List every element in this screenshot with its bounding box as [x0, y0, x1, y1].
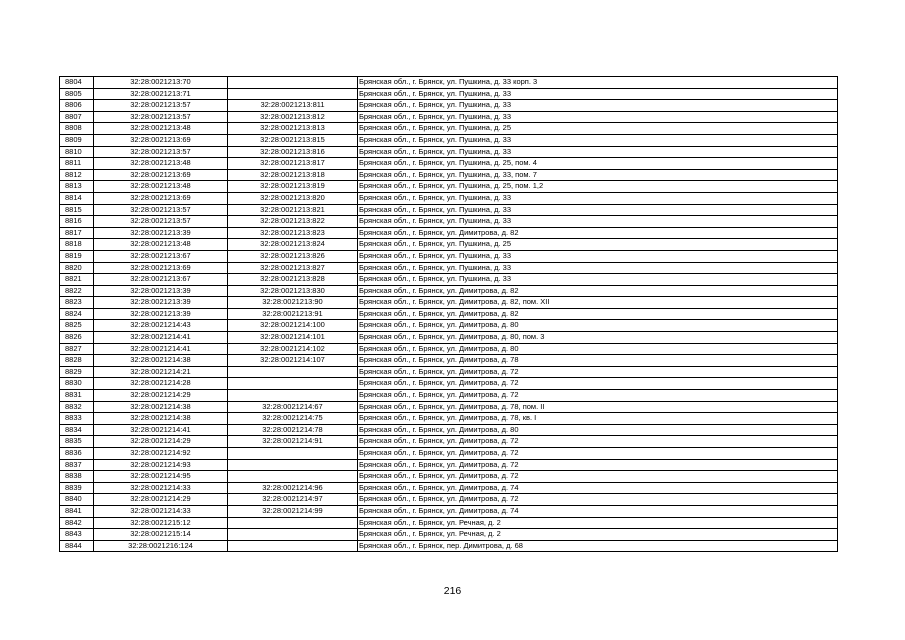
- address-cell: Брянская обл., г. Брянск, ул. Димитрова, д. 72: [358, 471, 838, 483]
- address-cell: Брянская обл., г. Брянск, ул. Димитрова, д. 80, пом. 3: [358, 332, 838, 344]
- related-cadastral-number-cell: 32:28:0021214:100: [228, 320, 358, 332]
- table-row: [60, 308, 838, 320]
- row-number-cell: 8821: [60, 274, 94, 286]
- related-cadastral-number-cell: 32:28:0021214:78: [228, 424, 358, 436]
- cadastral-number-cell: 32:28:0021215:14: [94, 529, 228, 541]
- address-cell: Брянская обл., г. Брянск, ул. Димитрова, д. 80: [358, 320, 838, 332]
- row-number-cell: 8823: [60, 297, 94, 309]
- address-cell: Брянская обл., г. Брянск, ул. Пушкина, д. 33 корп. 3: [358, 77, 838, 89]
- cadastral-number-cell: 32:28:0021213:57: [94, 204, 228, 216]
- table-row: [60, 192, 838, 204]
- row-number-cell: 8805: [60, 88, 94, 100]
- address-cell: Брянская обл., г. Брянск, ул. Димитрова, д. 82: [358, 308, 838, 320]
- related-cadastral-number-cell: [228, 517, 358, 529]
- cadastral-number-cell: 32:28:0021213:48: [94, 123, 228, 135]
- address-cell: Брянская обл., г. Брянск, ул. Димитрова, д. 74: [358, 505, 838, 517]
- row-number-cell: 8814: [60, 192, 94, 204]
- related-cadastral-number-cell: 32:28:0021214:96: [228, 482, 358, 494]
- table-row: [60, 343, 838, 355]
- cadastral-number-cell: 32:28:0021213:69: [94, 262, 228, 274]
- table-row: [60, 88, 838, 100]
- table-row: [60, 227, 838, 239]
- table-row: [60, 355, 838, 367]
- table-row: [60, 401, 838, 413]
- cadastral-number-cell: 32:28:0021214:33: [94, 482, 228, 494]
- address-cell: Брянская обл., г. Брянск, ул. Димитрова, д. 72: [358, 436, 838, 448]
- related-cadastral-number-cell: 32:28:0021213:817: [228, 158, 358, 170]
- related-cadastral-number-cell: 32:28:0021213:822: [228, 216, 358, 228]
- address-cell: Брянская обл., г. Брянск, ул. Димитрова, д. 78, пом. II: [358, 401, 838, 413]
- row-number-cell: 8824: [60, 308, 94, 320]
- cadastral-number-cell: 32:28:0021214:92: [94, 448, 228, 460]
- address-cell: Брянская обл., г. Брянск, ул. Пушкина, д. 33: [358, 250, 838, 262]
- row-number-cell: 8828: [60, 355, 94, 367]
- cadastral-number-cell: 32:28:0021213:39: [94, 297, 228, 309]
- cadastral-number-cell: 32:28:0021213:69: [94, 169, 228, 181]
- table-row: [60, 169, 838, 181]
- cadastral-number-cell: 32:28:0021215:12: [94, 517, 228, 529]
- page-number: 216: [443, 585, 462, 597]
- address-cell: Брянская обл., г. Брянск, ул. Пушкина, д. 33: [358, 146, 838, 158]
- table-row: [60, 250, 838, 262]
- address-cell: Брянская обл., г. Брянск, ул. Пушкина, д. 25, пом. 4: [358, 158, 838, 170]
- address-cell: Брянская обл., г. Брянск, ул. Димитрова, д. 82: [358, 227, 838, 239]
- table-row: [60, 505, 838, 517]
- row-number-cell: 8832: [60, 401, 94, 413]
- related-cadastral-number-cell: 32:28:0021213:91: [228, 308, 358, 320]
- register-table-body: [60, 77, 838, 552]
- address-cell: Брянская обл., г. Брянск, ул. Димитрова, д. 72: [358, 459, 838, 471]
- related-cadastral-number-cell: 32:28:0021213:811: [228, 100, 358, 112]
- table-row: [60, 436, 838, 448]
- related-cadastral-number-cell: 32:28:0021213:816: [228, 146, 358, 158]
- address-cell: Брянская обл., г. Брянск, ул. Димитрова, д. 72: [358, 378, 838, 390]
- row-number-cell: 8842: [60, 517, 94, 529]
- cadastral-number-cell: 32:28:0021213:48: [94, 239, 228, 251]
- related-cadastral-number-cell: [228, 77, 358, 89]
- cadastral-number-cell: 32:28:0021216:124: [94, 540, 228, 552]
- row-number-cell: 8831: [60, 390, 94, 402]
- table-row: [60, 424, 838, 436]
- table-row: [60, 494, 838, 506]
- related-cadastral-number-cell: 32:28:0021213:830: [228, 285, 358, 297]
- address-cell: Брянская обл., г. Брянск, ул. Димитрова, д. 82: [358, 285, 838, 297]
- row-number-cell: 8817: [60, 227, 94, 239]
- table-row: [60, 181, 838, 193]
- cadastral-number-cell: 32:28:0021214:29: [94, 436, 228, 448]
- row-number-cell: 8826: [60, 332, 94, 344]
- cadastral-number-cell: 32:28:0021214:33: [94, 505, 228, 517]
- cadastral-number-cell: 32:28:0021213:48: [94, 181, 228, 193]
- related-cadastral-number-cell: [228, 390, 358, 402]
- related-cadastral-number-cell: 32:28:0021213:823: [228, 227, 358, 239]
- related-cadastral-number-cell: [228, 448, 358, 460]
- related-cadastral-number-cell: [228, 529, 358, 541]
- address-cell: Брянская обл., г. Брянск, ул. Димитрова, д. 82, пом. XII: [358, 297, 838, 309]
- table-row: [60, 297, 838, 309]
- cadastral-number-cell: 32:28:0021214:21: [94, 366, 228, 378]
- row-number-cell: 8838: [60, 471, 94, 483]
- cadastral-number-cell: 32:28:0021214:43: [94, 320, 228, 332]
- cadastral-number-cell: 32:28:0021213:39: [94, 308, 228, 320]
- cadastral-number-cell: 32:28:0021213:70: [94, 77, 228, 89]
- table-row: [60, 540, 838, 552]
- cadastral-number-cell: 32:28:0021213:67: [94, 250, 228, 262]
- row-number-cell: 8840: [60, 494, 94, 506]
- row-number-cell: 8820: [60, 262, 94, 274]
- address-cell: Брянская обл., г. Брянск, ул. Димитрова, д. 80: [358, 343, 838, 355]
- cadastral-number-cell: 32:28:0021214:93: [94, 459, 228, 471]
- row-number-cell: 8836: [60, 448, 94, 460]
- row-number-cell: 8815: [60, 204, 94, 216]
- address-cell: Брянская обл., г. Брянск, ул. Димитрова, д. 78: [358, 355, 838, 367]
- table-row: [60, 216, 838, 228]
- table-row: [60, 390, 838, 402]
- row-number-cell: 8819: [60, 250, 94, 262]
- table-row: [60, 320, 838, 332]
- cadastral-number-cell: 32:28:0021214:38: [94, 355, 228, 367]
- table-row: [60, 413, 838, 425]
- cadastral-number-cell: 32:28:0021214:28: [94, 378, 228, 390]
- table-row: [60, 204, 838, 216]
- related-cadastral-number-cell: 32:28:0021213:812: [228, 111, 358, 123]
- row-number-cell: 8839: [60, 482, 94, 494]
- address-cell: Брянская обл., г. Брянск, ул. Пушкина, д. 33: [358, 274, 838, 286]
- address-cell: Брянская обл., г. Брянск, ул. Димитрова, д. 72: [358, 448, 838, 460]
- address-cell: Брянская обл., г. Брянск, ул. Димитрова, д. 72: [358, 494, 838, 506]
- cadastral-number-cell: 32:28:0021214:41: [94, 343, 228, 355]
- row-number-cell: 8833: [60, 413, 94, 425]
- row-number-cell: 8837: [60, 459, 94, 471]
- cadastral-number-cell: 32:28:0021213:39: [94, 227, 228, 239]
- cadastral-number-cell: 32:28:0021213:69: [94, 192, 228, 204]
- related-cadastral-number-cell: 32:28:0021213:819: [228, 181, 358, 193]
- table-row: [60, 123, 838, 135]
- cadastral-number-cell: 32:28:0021214:41: [94, 332, 228, 344]
- related-cadastral-number-cell: 32:28:0021213:818: [228, 169, 358, 181]
- row-number-cell: 8806: [60, 100, 94, 112]
- cadastral-number-cell: 32:28:0021214:38: [94, 413, 228, 425]
- related-cadastral-number-cell: 32:28:0021214:67: [228, 401, 358, 413]
- row-number-cell: 8835: [60, 436, 94, 448]
- row-number-cell: 8807: [60, 111, 94, 123]
- row-number-cell: 8825: [60, 320, 94, 332]
- related-cadastral-number-cell: 32:28:0021214:101: [228, 332, 358, 344]
- row-number-cell: 8813: [60, 181, 94, 193]
- cadastral-number-cell: 32:28:0021214:29: [94, 390, 228, 402]
- row-number-cell: 8829: [60, 366, 94, 378]
- row-number-cell: 8818: [60, 239, 94, 251]
- row-number-cell: 8810: [60, 146, 94, 158]
- table-row: [60, 366, 838, 378]
- related-cadastral-number-cell: 32:28:0021214:102: [228, 343, 358, 355]
- address-cell: Брянская обл., г. Брянск, ул. Димитрова, д. 80: [358, 424, 838, 436]
- related-cadastral-number-cell: 32:28:0021213:813: [228, 123, 358, 135]
- row-number-cell: 8843: [60, 529, 94, 541]
- table-row: [60, 274, 838, 286]
- related-cadastral-number-cell: [228, 378, 358, 390]
- table-row: [60, 262, 838, 274]
- address-cell: Брянская обл., г. Брянск, ул. Димитрова, д. 78, кв. I: [358, 413, 838, 425]
- row-number-cell: 8808: [60, 123, 94, 135]
- cadastral-number-cell: 32:28:0021213:57: [94, 146, 228, 158]
- row-number-cell: 8816: [60, 216, 94, 228]
- address-cell: Брянская обл., г. Брянск, ул. Речная, д. 2: [358, 517, 838, 529]
- related-cadastral-number-cell: [228, 459, 358, 471]
- row-number-cell: 8830: [60, 378, 94, 390]
- table-row: [60, 332, 838, 344]
- table-row: [60, 529, 838, 541]
- related-cadastral-number-cell: 32:28:0021214:99: [228, 505, 358, 517]
- related-cadastral-number-cell: 32:28:0021213:820: [228, 192, 358, 204]
- address-cell: Брянская обл., г. Брянск, ул. Димитрова, д. 74: [358, 482, 838, 494]
- address-cell: Брянская обл., г. Брянск, ул. Пушкина, д. 33: [358, 111, 838, 123]
- address-cell: Брянская обл., г. Брянск, ул. Пушкина, д. 33: [358, 262, 838, 274]
- cadastral-number-cell: 32:28:0021213:57: [94, 216, 228, 228]
- row-number-cell: 8841: [60, 505, 94, 517]
- address-cell: Брянская обл., г. Брянск, ул. Пушкина, д. 25, пом. 1,2: [358, 181, 838, 193]
- table-row: [60, 459, 838, 471]
- address-cell: Брянская обл., г. Брянск, пер. Димитрова, д. 68: [358, 540, 838, 552]
- table-row: [60, 285, 838, 297]
- related-cadastral-number-cell: 32:28:0021213:821: [228, 204, 358, 216]
- address-cell: Брянская обл., г. Брянск, ул. Речная, д. 2: [358, 529, 838, 541]
- related-cadastral-number-cell: 32:28:0021213:815: [228, 134, 358, 146]
- address-cell: Брянская обл., г. Брянск, ул. Пушкина, д. 33: [358, 134, 838, 146]
- table-row: [60, 134, 838, 146]
- address-cell: Брянская обл., г. Брянск, ул. Пушкина, д. 25: [358, 239, 838, 251]
- row-number-cell: 8812: [60, 169, 94, 181]
- related-cadastral-number-cell: 32:28:0021213:826: [228, 250, 358, 262]
- table-row: [60, 517, 838, 529]
- cadastral-number-cell: 32:28:0021214:38: [94, 401, 228, 413]
- address-cell: Брянская обл., г. Брянск, ул. Пушкина, д. 33: [358, 216, 838, 228]
- register-table: [59, 76, 838, 552]
- cadastral-number-cell: 32:28:0021214:41: [94, 424, 228, 436]
- table-row: [60, 482, 838, 494]
- row-number-cell: 8827: [60, 343, 94, 355]
- table-row: [60, 448, 838, 460]
- table-row: [60, 77, 838, 89]
- row-number-cell: 8844: [60, 540, 94, 552]
- cadastral-number-cell: 32:28:0021213:39: [94, 285, 228, 297]
- address-cell: Брянская обл., г. Брянск, ул. Пушкина, д. 33: [358, 204, 838, 216]
- address-cell: Брянская обл., г. Брянск, ул. Димитрова, д. 72: [358, 390, 838, 402]
- related-cadastral-number-cell: 32:28:0021214:107: [228, 355, 358, 367]
- table-row: [60, 239, 838, 251]
- address-cell: Брянская обл., г. Брянск, ул. Пушкина, д. 33: [358, 192, 838, 204]
- related-cadastral-number-cell: 32:28:0021214:97: [228, 494, 358, 506]
- row-number-cell: 8811: [60, 158, 94, 170]
- table-row: [60, 100, 838, 112]
- cadastral-number-cell: 32:28:0021213:69: [94, 134, 228, 146]
- cadastral-number-cell: 32:28:0021213:48: [94, 158, 228, 170]
- cadastral-number-cell: 32:28:0021213:57: [94, 100, 228, 112]
- row-number-cell: 8809: [60, 134, 94, 146]
- related-cadastral-number-cell: [228, 366, 358, 378]
- row-number-cell: 8834: [60, 424, 94, 436]
- row-number-cell: 8822: [60, 285, 94, 297]
- address-cell: Брянская обл., г. Брянск, ул. Пушкина, д. 33: [358, 88, 838, 100]
- related-cadastral-number-cell: 32:28:0021213:90: [228, 297, 358, 309]
- related-cadastral-number-cell: [228, 88, 358, 100]
- related-cadastral-number-cell: 32:28:0021213:824: [228, 239, 358, 251]
- related-cadastral-number-cell: 32:28:0021214:75: [228, 413, 358, 425]
- related-cadastral-number-cell: 32:28:0021213:827: [228, 262, 358, 274]
- table-row: [60, 378, 838, 390]
- address-cell: Брянская обл., г. Брянск, ул. Пушкина, д. 33, пом. 7: [358, 169, 838, 181]
- address-cell: Брянская обл., г. Брянск, ул. Димитрова, д. 72: [358, 366, 838, 378]
- related-cadastral-number-cell: [228, 471, 358, 483]
- cadastral-number-cell: 32:28:0021214:29: [94, 494, 228, 506]
- table-row: [60, 146, 838, 158]
- table-row: [60, 111, 838, 123]
- row-number-cell: 8804: [60, 77, 94, 89]
- address-cell: Брянская обл., г. Брянск, ул. Пушкина, д. 25: [358, 123, 838, 135]
- cadastral-number-cell: 32:28:0021213:67: [94, 274, 228, 286]
- cadastral-number-cell: 32:28:0021213:57: [94, 111, 228, 123]
- cadastral-number-cell: 32:28:0021214:95: [94, 471, 228, 483]
- table-row: [60, 471, 838, 483]
- related-cadastral-number-cell: 32:28:0021213:828: [228, 274, 358, 286]
- table-row: [60, 158, 838, 170]
- address-cell: Брянская обл., г. Брянск, ул. Пушкина, д. 33: [358, 100, 838, 112]
- related-cadastral-number-cell: [228, 540, 358, 552]
- related-cadastral-number-cell: 32:28:0021214:91: [228, 436, 358, 448]
- cadastral-number-cell: 32:28:0021213:71: [94, 88, 228, 100]
